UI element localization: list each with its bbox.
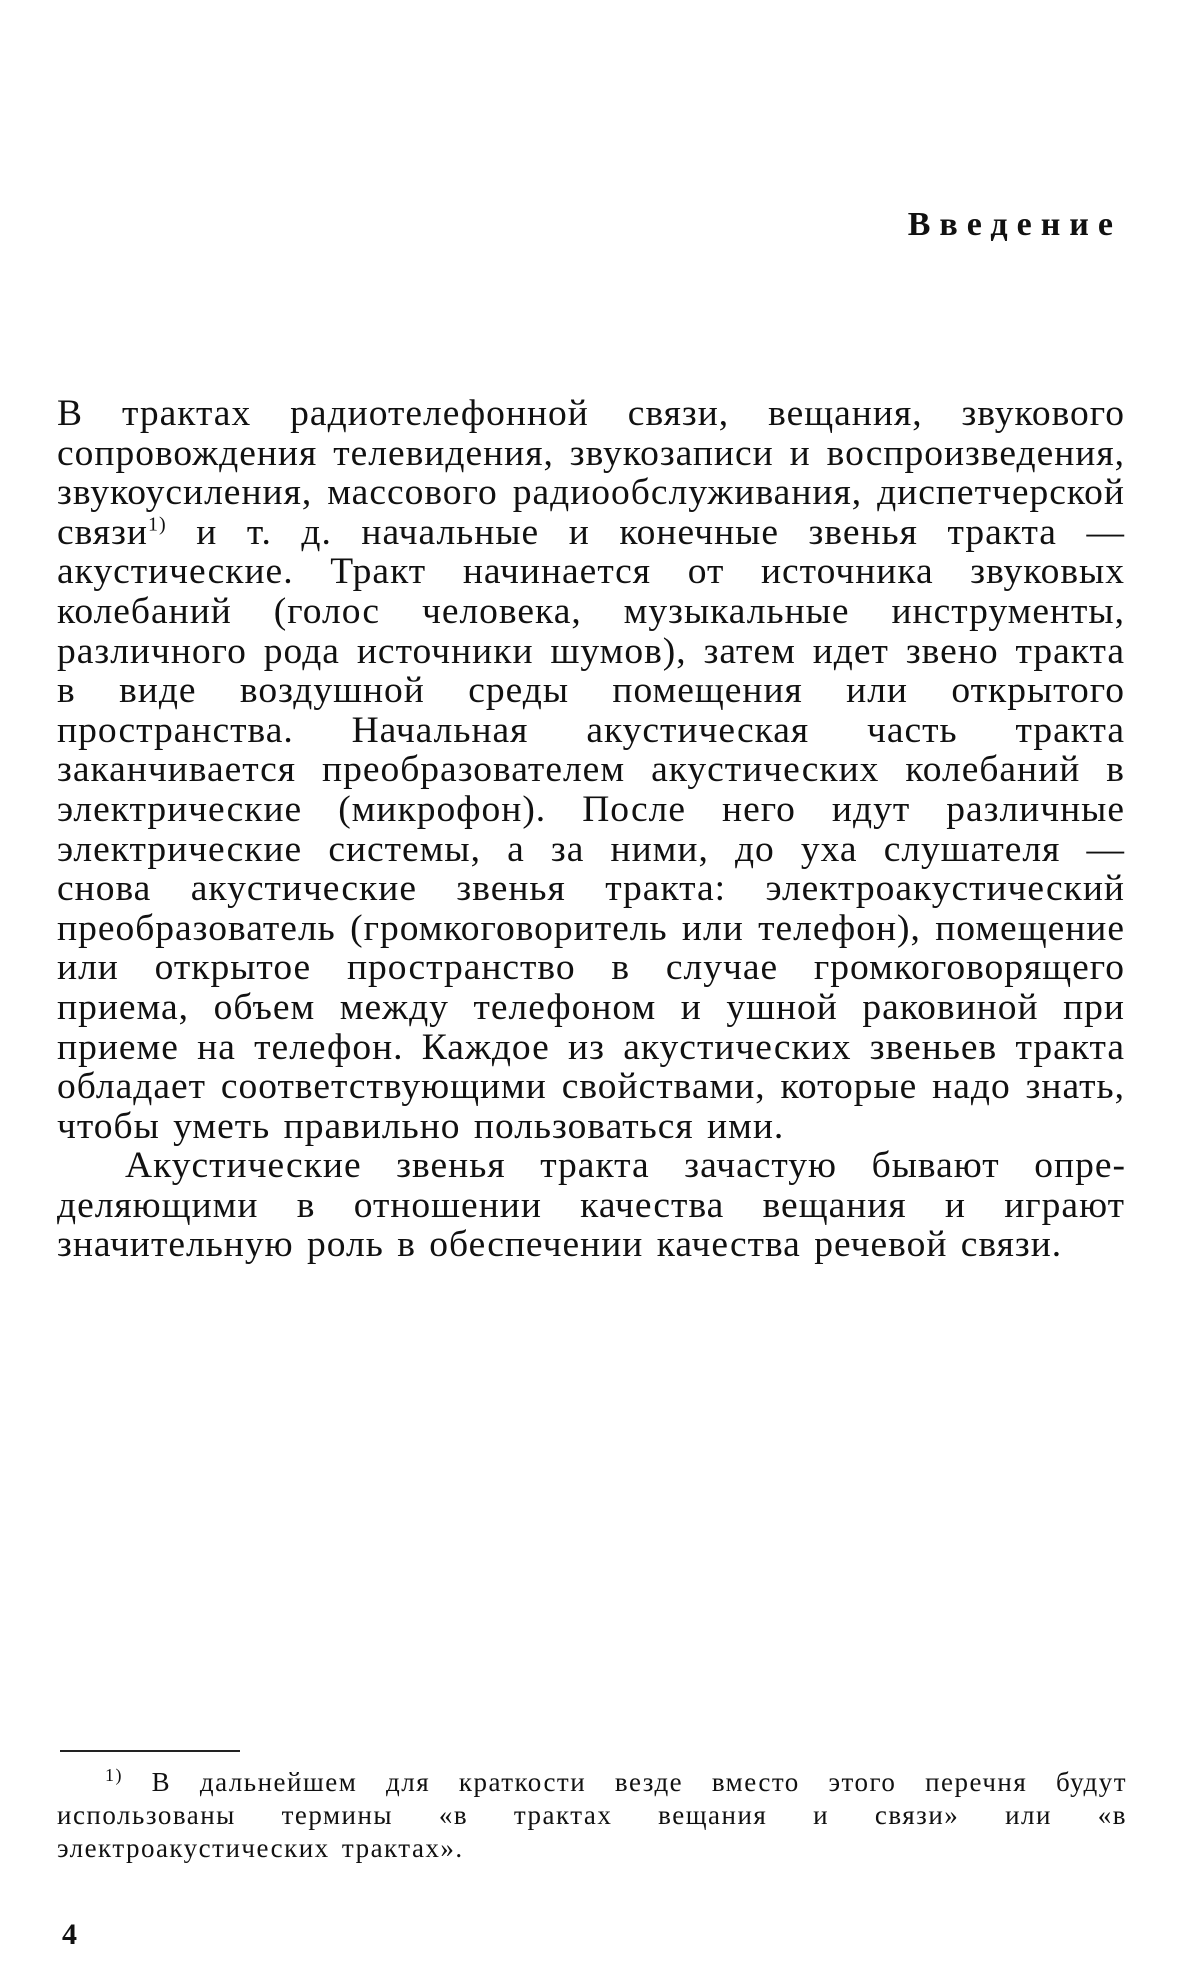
- footnote-reference: 1): [148, 513, 167, 536]
- footnote-text: В дальнейшем для краткости везде вместо этого перечня будут использованы термины «в трактах вещания и связи» или «в электроакустических трактах».: [57, 1767, 1127, 1863]
- footnote-divider: [60, 1750, 240, 1752]
- paragraph-1: [57, 394, 1125, 1146]
- chapter-heading: Введение: [907, 206, 1122, 243]
- body-text: [57, 394, 1125, 1265]
- footnote-mark: 1): [105, 1765, 123, 1785]
- footnote: [57, 1766, 1127, 1865]
- paragraph-1-text-a: В трактах радиотелефонной связи, вещания, звукового сопровождения телевидения, звукозаписи и воспроизведения, звукоусиления, массового радиообслуживания, диспетчерской связи: [57, 393, 1125, 553]
- page-number: 4: [62, 1918, 77, 1951]
- paragraph-2: Акустические звенья тракта зачастую бывают определяющими в отношении качества вещания и играют значительную роль в обеспечении качества речевой связи.: [57, 1145, 1125, 1266]
- footnote-paragraph: [57, 1766, 1127, 1865]
- paragraph-1-text-b: и т. д. начальные и конечные звенья тракта — акустические. Тракт начинается от источника звуковых колебаний (голос человека, музыкальные инструменты, различного рода источники шумов), затем идет звено тракта в виде воздушной среды помещения или открытого пространства. Начальная акустическая часть тракта заканчивается преобразователем акустических колебаний в электрические (микрофон). После него идут различные электрические системы, а за ними, до уха слушателя — снова акустические звенья тракта: электроакустический преобразователь (громкоговоритель или телефон), помещение или открытое пространство в случае громкоговорящего приема, объем между телефоном и ушной раковиной при приеме на телефон. Каждое из акустических звеньев тракта обладает соответствующими свойствами, которые надо знать, чтобы уметь правильно пользоваться ими.: [57, 511, 1125, 1147]
